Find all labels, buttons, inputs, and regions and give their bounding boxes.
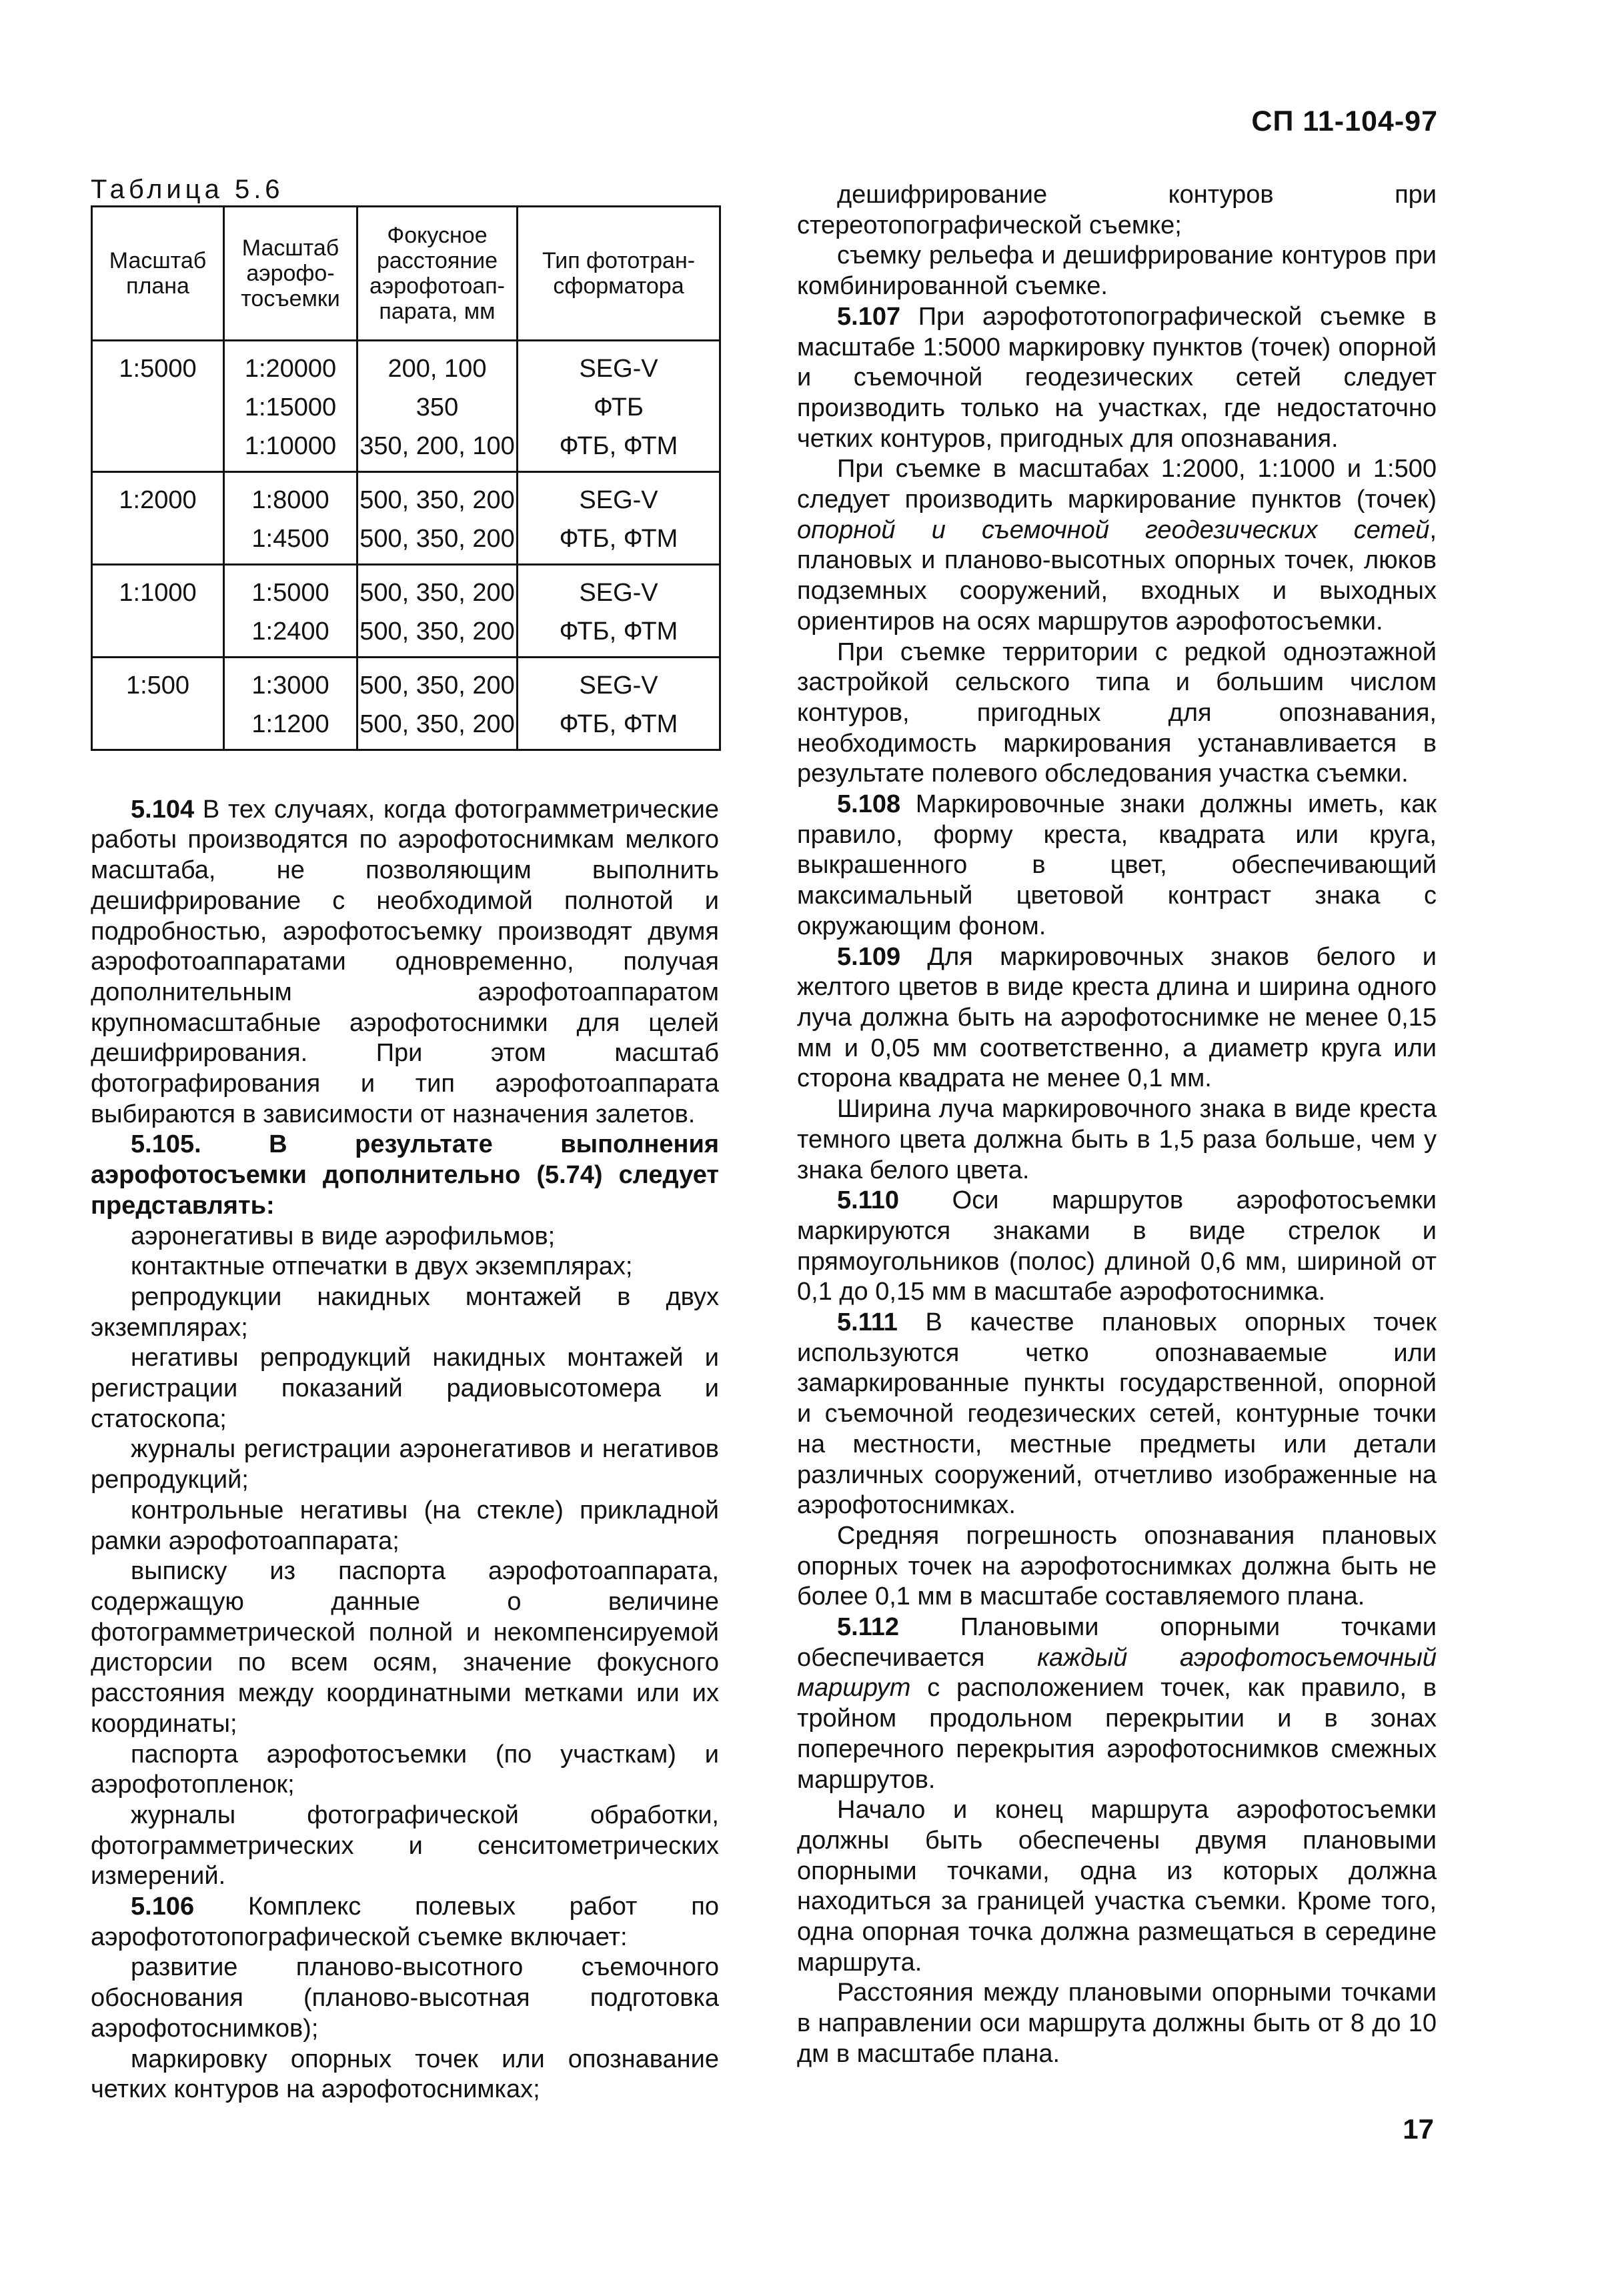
clause-number: 5.108 [837,790,901,819]
focal-length-cell: 500, 350, 200 [359,485,515,514]
table-row [92,340,720,471]
paragraph-5-107-rural: При съемке территории с редкой одноэтажной застройкой сельского типа и большим числом контуров, пригодных для опознавания, необходимость маркирования устанавливается в результате полевого обследования участка съемки. [797,638,1437,788]
clause-number: 5.104 [131,795,195,824]
clause-number: 5.112 [837,1613,899,1642]
focal-length-cell: 500, 350, 200 [359,524,515,553]
survey-scale-cell: 1:2400 [251,617,329,646]
paragraph-text: При аэрофототопографической съемке в масштабе 1:5000 маркировку пунктов (точек) опорной и съемочной геодезических сетей следует производить только на участках, где недостаточно четких контуров, пригодных для опознавания. [797,302,1437,453]
survey-scale-cell: 1:3000 [251,671,329,700]
paragraph-text: Комплекс полевых работ по аэрофототопографической съемке включает: [91,1893,719,1951]
paragraph-5-107 [797,302,1437,455]
paragraph-5-109 [797,942,1437,1095]
paragraph-5-112 [797,1612,1437,1795]
list-item: дешифрирование контуров при стереотопографической съемке; [797,181,1437,239]
table-header-row [92,206,720,340]
list-item: выписку из паспорта аэрофотоаппарата, содержащую данные о величине фотограмметрической полной и некомпенсируемой дисторсии по всем осям, значение фокусного расстояния между координатными метками или их координаты; [91,1557,719,1738]
page-number: 17 [1403,2113,1434,2145]
table-row [92,564,720,657]
paragraph-5-108 [797,790,1437,942]
column-header: Масштаб плана [92,206,224,340]
list-item: аэронегативы в виде аэрофильмов; [131,1222,556,1250]
paragraph-text: , плановых и планово-высотных опорных точек, люков подземных сооружений, входных и выходных ориентиров на осях маршрутов аэрофотосъемки. [797,515,1437,636]
survey-scale-cell: 1:15000 [244,393,337,421]
clause-number: 5.106 [131,1893,195,1921]
plan-scale-cell: 1:2000 [119,485,197,514]
clause-number: 5.109 [837,942,901,971]
column-header: Масштаб аэрофо-тосъемки [224,206,357,340]
list-item: контактные отпечатки в двух экземплярах; [131,1252,633,1281]
plan-scale-cell: 1:1000 [119,578,197,607]
survey-scale-cell: 1:1200 [251,710,329,738]
paragraph-5-109-dark: Ширина луча маркировочного знака в виде креста темного цвета должна быть в 1,5 раза больше, чем у знака белого цвета. [797,1095,1437,1184]
paragraph-emphasis: каждый аэрофотосъемочный маршрут [797,1643,1437,1702]
clause-number: 5.107 [837,302,901,331]
paragraph-emphasis: опорной и съемочной геодезических сетей [797,515,1430,544]
transformer-type-cell: SEG-V [579,671,658,700]
survey-scale-cell: 1:5000 [251,578,329,607]
list-item: паспорта аэрофотосъемки (по участкам) и аэрофотопленок; [91,1740,719,1799]
paragraph-text: Оси маршрутов аэрофотосъемки маркируются знаками в виде стрелок и прямоугольников (полос) длиной 0,6 мм, шириной от 0,1 до 0,15 мм в масштабе аэрофотоснимка. [797,1186,1437,1306]
focal-length-cell: 500, 350, 200 [359,578,515,607]
plan-scale-cell: 1:500 [125,671,190,700]
transformer-type-cell: ФТБ [594,393,644,421]
paragraph-text: с расположением точек, как правило, в тройном продольном перекрытии и в зонах поперечного перекрытия аэрофотоснимков смежных маршрутов. [797,1674,1437,1794]
list-item: маркировку опорных точек или опознавание четких контуров на аэрофотоснимках; [91,2045,719,2104]
transformer-type-cell: ФТБ, ФТМ [559,617,678,646]
list-item: репродукции накидных монтажей в двух экземплярах; [91,1282,719,1342]
paragraph-text: Плановыми опорными точками обеспечивается [797,1613,1437,1672]
transformer-type-cell: ФТБ, ФТМ [559,431,678,460]
table-caption: Таблица 5.6 [91,175,284,204]
paragraph-5-110 [797,1186,1437,1308]
focal-length-cell: 500, 350, 200 [359,617,515,646]
paragraph-5-111 [797,1308,1437,1521]
survey-scale-cell: 1:4500 [251,524,329,553]
list-item: съемку рельефа и дешифрирование контуров при комбинированной съемке. [797,241,1437,301]
focal-length-cell: 500, 350, 200 [359,671,515,700]
list-item: развитие планово-высотного съемочного обоснования (планово-высотная подготовка аэрофотоснимков); [91,1953,719,2043]
survey-scale-cell: 1:20000 [244,354,337,383]
right-column [797,180,1437,2070]
document-code: СП 11-104-97 [1251,105,1438,137]
paragraph-5-107-marking [797,454,1437,637]
survey-scale-cell: 1:8000 [251,485,329,514]
list-item: контрольные негативы (на стекле) прикладной рамки аэрофотоаппарата; [91,1496,719,1555]
transformer-type-cell: ФТБ, ФТМ [559,710,678,738]
focal-length-cell: 200, 100 [387,354,487,383]
survey-scale-cell: 1:10000 [244,431,337,460]
clause-number: 5.110 [837,1186,899,1215]
table-row [92,657,720,750]
paragraph-5-112-route: Начало и конец маршрута аэрофотосъемки должны быть обеспечены двумя плановыми опорными точками, одна из которых должна находиться за границей участка съемки. Кроме того, одна опорная точка должна размещаться в середине маршрута. [797,1796,1437,1977]
clause-number: 5.111 [837,1308,898,1337]
list-item: журналы регистрации аэронегативов и негативов репродукций; [91,1435,719,1494]
plan-scale-cell: 1:5000 [119,354,197,383]
transformer-type-cell: SEG-V [579,354,658,383]
table-5-6 [91,205,721,751]
table-row [92,471,720,564]
focal-length-cell: 500, 350, 200 [359,710,515,738]
paragraph-text: В качестве плановых опорных точек используются четко опознаваемые или замаркированные пункты государственной, опорной и съемочной геодезических сетей, контурные точки на местности, местные предметы или детали различных сооружений, отчетливо изображенные на аэрофотоснимках. [797,1308,1437,1520]
list-item: журналы фотографической обработки, фотограмметрических и сенситометрических измерений. [91,1801,719,1891]
paragraph-5-112-distance: Расстояния между плановыми опорными точками в направлении оси маршрута должны быть от 8 до 10 дм в масштабе плана. [797,1979,1437,2068]
paragraph-5-104 [91,795,719,1130]
transformer-type-cell: ФТБ, ФТМ [559,524,678,553]
transformer-type-cell: SEG-V [579,578,658,607]
focal-length-cell: 350, 200, 100 [359,431,515,460]
left-column [91,175,719,2105]
paragraph-text: Маркировочные знаки должны иметь, как правило, форму креста, квадрата или круга, выкрашенного в цвет, обеспечивающий максимальный цветовой контраст знака с окружающим фоном. [797,790,1437,940]
list-item: негативы репродукций накидных монтажей и регистрации показаний радиовысотомера и статоскопа; [91,1344,719,1433]
focal-length-cell: 350 [416,393,459,421]
column-header: Тип фототран-сформатора [518,206,720,340]
transformer-type-cell: SEG-V [579,485,658,514]
paragraph-text: Для маркировочных знаков белого и желтого цветов в виде креста длина и ширина одного луча должна быть на аэрофотоснимке не менее 0,15 мм и 0,05 мм соответственно, а диаметр круга или сторона квадрата не менее 0,1 мм. [797,942,1437,1093]
paragraph-5-106 [91,1892,719,1953]
paragraph-5-111-error: Средняя погрешность опознавания плановых опорных точек на аэрофотоснимках должна быть не более 0,1 мм в масштабе составляемого плана. [797,1521,1437,1611]
paragraph-text: При съемке в масштабах 1:2000, 1:1000 и 1:500 следует производить маркирование пунктов (точек) [797,455,1437,514]
paragraph-text: В тех случаях, когда фотограмметрические работы производятся по аэрофотоснимкам мелкого масштаба, не позволяющим выполнить дешифрирование с необходимой полнотой и подробностью, аэрофотосъемку производят двумя аэрофотоаппаратами одновременно, получая дополнительным аэрофотоаппаратом крупномасштабные аэрофотоснимки для целей дешифрирования. При этом масштаб фотографирования и тип аэрофотоаппарата выбираются в зависимости от назначения залетов. [91,795,719,1128]
paragraph-5-105-heading: 5.105. В результате выполнения аэрофотосъемки дополнительно (5.74) следует представлять: [91,1130,719,1220]
column-header: Фокусное расстояние аэрофотоап-парата, мм [357,206,518,340]
